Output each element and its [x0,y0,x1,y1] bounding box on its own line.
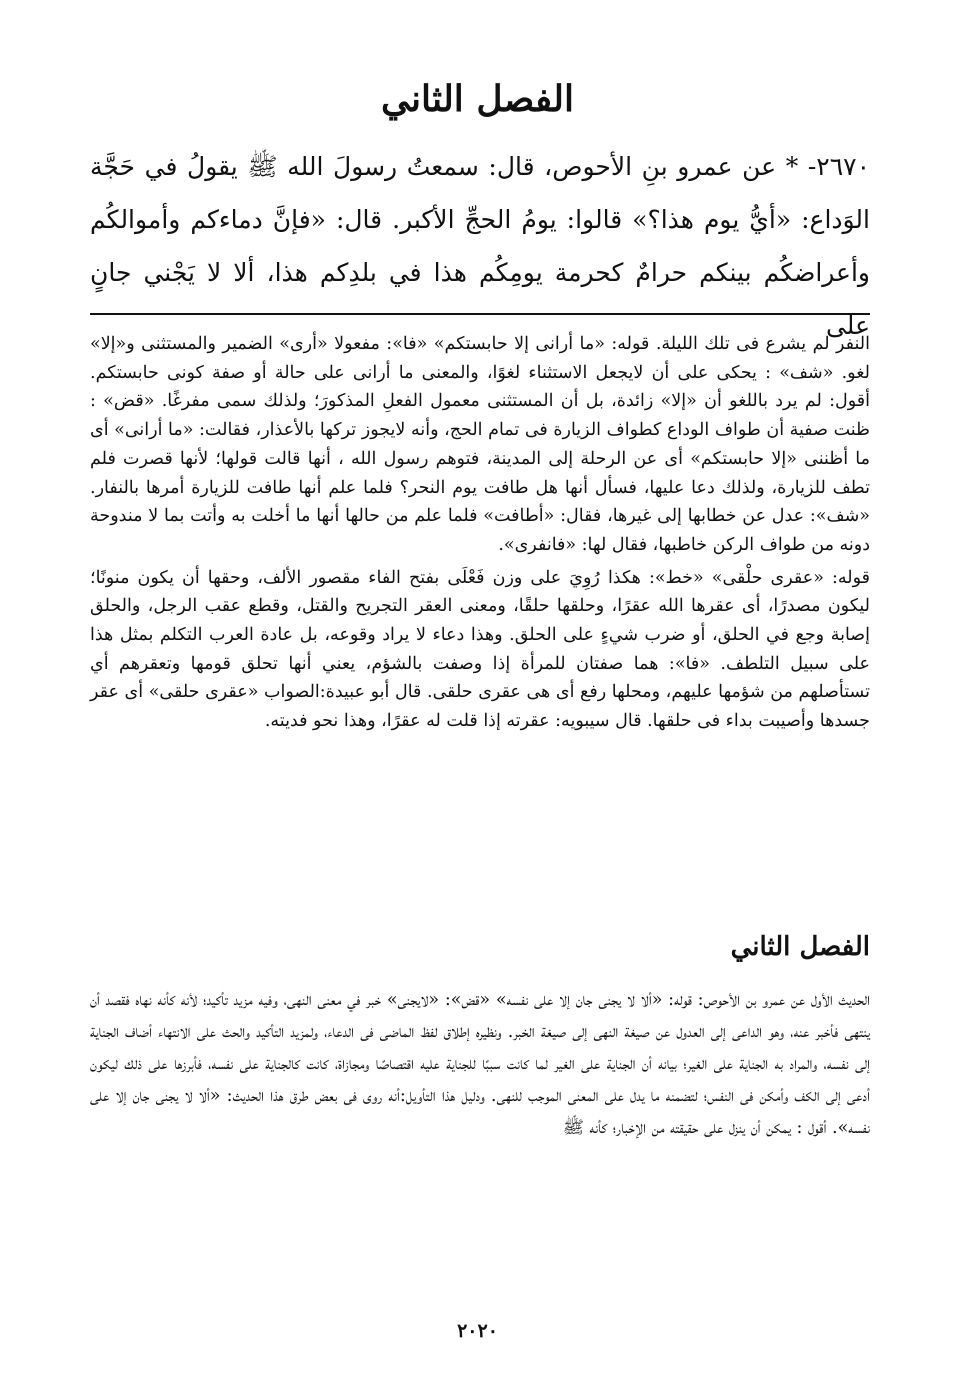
commentary-paragraph: الحديث الأول عن عمرو بن الأحوص: قوله: «ألا لا يجنى جان إلا على نفسه» «قض»: «لايجنى» خبر في معنى النهى، وفيه مزيد تأكيد؛ لأنه كأنه نهاه فقصد أن ينتهى فأخبر عنه، وهو الداعى إلى العدول عن صيغة النهى إلى صيغة الخبر. ونظيره إطلاق لفظ الماضى فى الدعاء، ولمزيد التأكيد والحث على الانتهاء أضاف الجناية إلى نفسه، والمراد به الجناية على الغير؛ بيانه أن الجناية على الغير لما كانت سببًا للجناية عليه اقتصاصًا ومجازاة، كانت كالجناية على نفسه، فأبرزها على ذلك ليكون أدعى إلى الكف وأمكن فى النفس؛ لتضمنه ما يدل على المعنى الموجب للنهى. ودليل هذا التأويل:أنه روى فى بعض طرق هذا الحديث: «ألا لا يجنى جان إلا على نفسه». أقول : يمكن أن ينزل على حقيقته من الإخبار؛ كأنه ﷺ [90,990,870,1138]
hadith-text: ٢٦٧٠- * عن عمرو بنِ الأحوص، قال: سمعتُ رسولَ الله ﷺ يقولُ في حَجَّة الوَداع: «أيُّ يوم هذا؟» قالوا: يومُ الحجِّ الأكبر. قال: «فإنَّ دماءكم وأموالكُم وأعراضكُم بينكم حرامٌ كحرمة يومِكُم هذا في بلدِكم هذا، ألا لا يَجْني جانٍ على [90,152,870,340]
chapter-heading: الفصل الثاني [380,78,575,120]
page-number: ٢٠٢٠ [457,1320,498,1342]
commentary-block [90,330,870,736]
commentary-paragraph: قوله: «عقرى حلْقى» «خط»: هكذا رُوِيَ على وزن فَعْلَى بفتح الفاء مقصور الألف، وحقها أن يكون منونًا؛ ليكون مصدرًا، أى عقرها الله عقرًا، وحلقها حلقًا، ومعنى العقر التجريح والقتل، وقطع عقب الرجل، والحلق إصابة وجع في الحلق، أو ضرب شيءٍ على الحلق. وهذا دعاء لا يراد وقوعه، بل عادة العرب التكلم بمثل هذا على سبيل التلطف. «فا»: هما صفتان للمرأة إذا وصفت بالشؤم، يعني أنها تحلق قومها وتعقرهم أي تستأصلهم من شؤمها عليهم، ومحلها رفع أى هى عقرى حلقى. قال أبو عبيدة:الصواب «عقرى حلقى» أى عقر جسدها وأصيبت بداء فى حلقها. قال سيبويه: عقرته إذا قلت له عقرًا، وهذا نحو فديته. [90,567,870,732]
section-heading: الفصل الثاني [730,932,870,962]
commentary-paragraph: النفر لم يشرع فى تلك الليلة. قوله: «ما أرانى إلا حابستكم» «فا»: مفعولا «أرى» الضمير والمستثنى و«إلا» لغو. «شف» : يحكى على أن لايجعل الاستثناء لغوًا، والمعنى ما أرانى على حالة أو صفة كونى حابستكم. أقول: لم يرد باللغو أن «إلا» زائدة، بل أن المستثنى معمول الفعلِ المذكورَ؛ ولذلك سمى مفرغًا. «قض» : ظنت صفية أن طواف الوداع كطواف الزيارة فى تمام الحج، وأنه لايجوز تركها بالأعذار، فقالت: «ما أرانى» أى ما أظننى «إلا حابستكم» أى عن الرحلة إلى المدينة، فتوهم رسول الله ، أنها قالت قولها؛ لأنها قصرت فلم تطف للزيارة، ولذلك دعا عليها، فسأل أنها هل طافت يوم النحر؟ فلما علم أنها طافت للزيارة أمرها بالنفار. «شف»: عدل عن خطابها إلى غيرها، فقال: «أطافت» فلما علم من حالها أنها ما أخلت به وأتت بما لا مندوحة دونه من طواف الركن خاطبها، فقال لها: «فانفرى». [90,334,870,555]
footnote-divider [90,313,870,315]
commentary-block-2 [90,984,870,1144]
hadith-block [90,140,870,352]
